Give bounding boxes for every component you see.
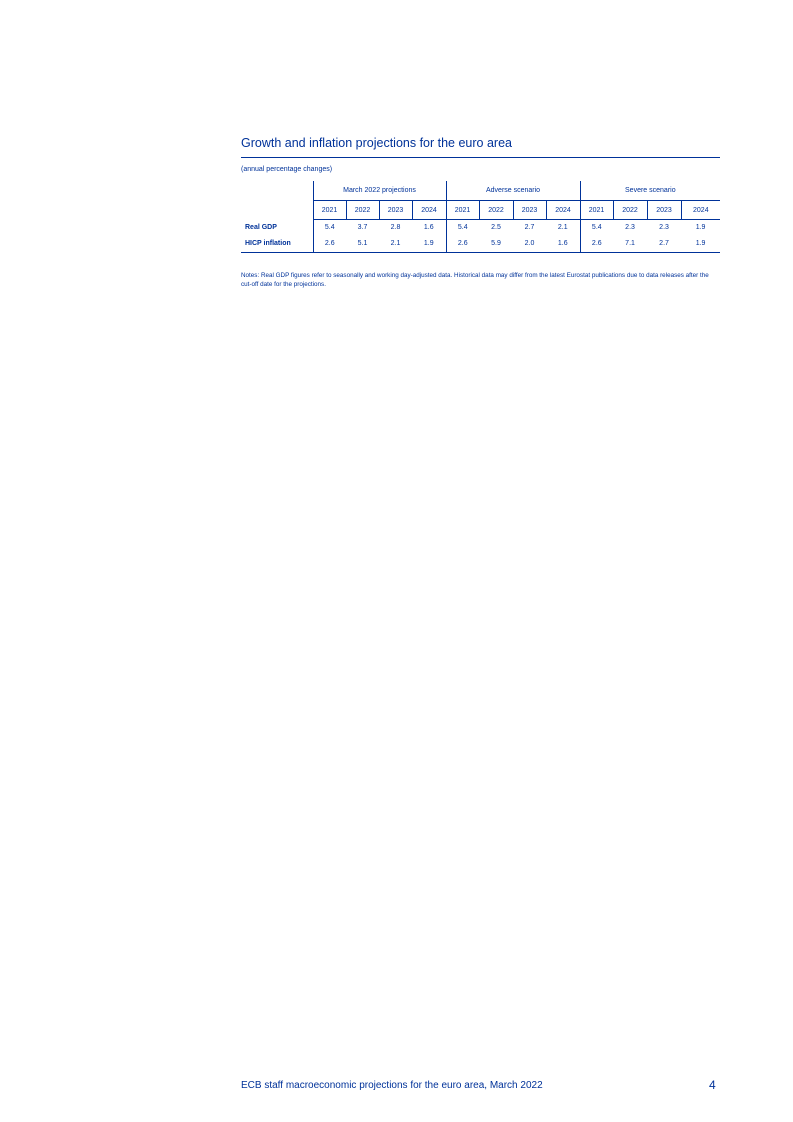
year-header: 2021 <box>446 201 479 220</box>
year-header: 2024 <box>412 201 446 220</box>
table-cell: 2.7 <box>524 224 535 231</box>
page-footer: ECB staff macroeconomic projections for the euro area, March 2022 <box>241 1080 543 1091</box>
group-header-row <box>241 181 720 201</box>
table-cell: 2.1 <box>557 224 568 231</box>
year-header: 2024 <box>546 201 580 220</box>
year-header: 2022 <box>479 201 513 220</box>
row-label: HICP inflation <box>241 235 313 253</box>
corner-cell <box>241 181 313 201</box>
table-cell: 7.1 <box>613 235 647 253</box>
year-header: 2021 <box>580 201 613 220</box>
table-cell: 2.6 <box>580 235 613 253</box>
page-number: 4 <box>709 1078 716 1092</box>
table-cell: 2.0 <box>513 235 546 253</box>
table-cell: 5.4 <box>313 220 346 236</box>
table-cell: 3.7 <box>357 224 368 231</box>
table-title: Growth and inflation projections for the euro area <box>241 136 512 150</box>
year-header: 2022 <box>613 201 647 220</box>
table-cell: 5.1 <box>346 235 379 253</box>
year-header-row <box>241 201 720 220</box>
table-row-hicp-inflation <box>241 235 720 253</box>
table-cell: 1.9 <box>681 235 720 253</box>
year-header: 2021 <box>313 201 346 220</box>
table-cell: 1.6 <box>423 224 434 231</box>
table-cell: 5.9 <box>479 235 513 253</box>
year-header: 2024 <box>681 201 720 220</box>
table-cell: 2.5 <box>491 224 501 231</box>
projections-table <box>241 181 720 253</box>
group-header-severe: Severe scenario <box>580 181 720 201</box>
table-row-real-gdp <box>241 220 720 236</box>
table-cell: 2.7 <box>647 235 681 253</box>
corner-cell <box>241 201 313 220</box>
year-header: 2023 <box>647 201 681 220</box>
year-header: 2023 <box>379 201 412 220</box>
table-cell: 1.9 <box>412 235 446 253</box>
table-notes: Notes: Real GDP figures refer to seasonally and working day-adjusted data. Historical data may differ from the latest Eurostat publications due to data releases after the cut-off date for the projections. <box>241 272 709 288</box>
table-cell: 1.6 <box>546 235 580 253</box>
table-cell: 5.4 <box>580 220 613 236</box>
row-label: Real GDP <box>245 223 277 231</box>
table-cell: 5.4 <box>446 220 479 236</box>
year-header: 2023 <box>513 201 546 220</box>
group-header-adverse: Adverse scenario <box>446 181 580 201</box>
year-header: 2022 <box>346 201 379 220</box>
table-subtitle: (annual percentage changes) <box>241 166 333 173</box>
table-cell: 2.3 <box>625 224 635 231</box>
table-cell: 2.1 <box>379 235 412 253</box>
table-cell: 2.3 <box>659 224 669 231</box>
group-header-march: March 2022 projections <box>313 181 446 201</box>
table-cell: 2.6 <box>313 235 346 253</box>
table-cell: 2.8 <box>390 224 401 231</box>
title-divider <box>241 157 720 158</box>
table-cell: 2.6 <box>446 235 479 253</box>
table-cell: 1.9 <box>695 224 706 231</box>
